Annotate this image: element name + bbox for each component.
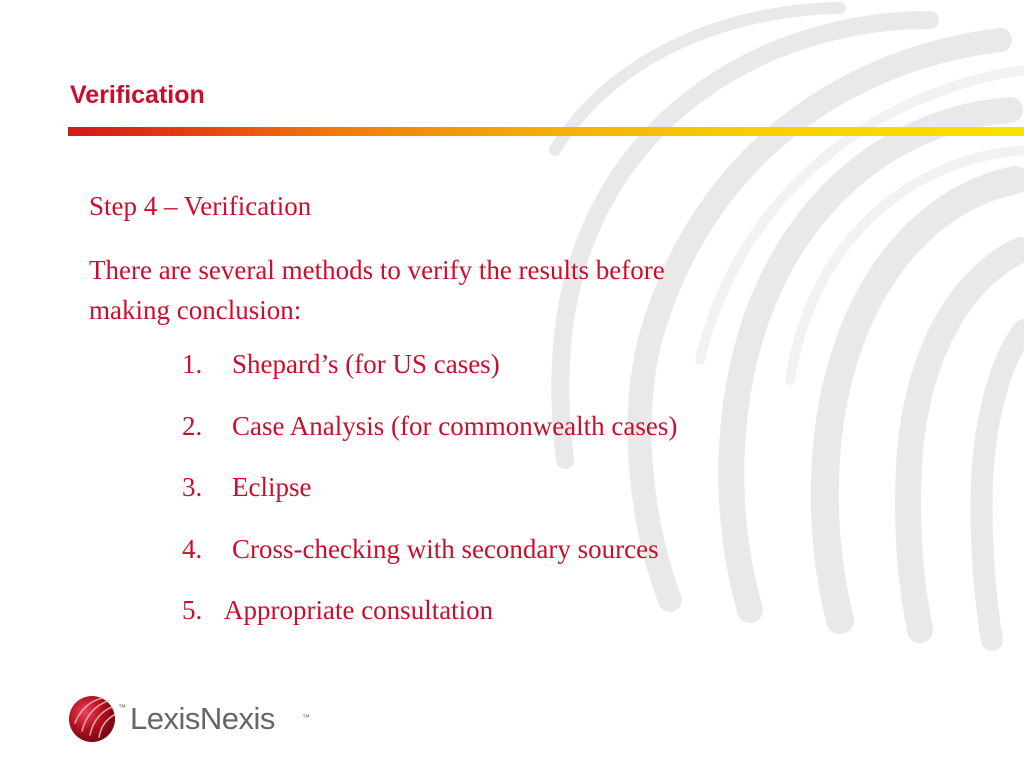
step-heading: Step 4 – Verification — [89, 191, 312, 221]
list-item — [182, 344, 677, 406]
list-item-number: 5. — [182, 595, 203, 625]
list-item — [182, 467, 677, 529]
intro-paragraph: There are several methods to verify the results before making conclusion: — [89, 255, 665, 325]
list-item-number: 3. — [182, 472, 203, 502]
list-item-number: 4. — [182, 533, 203, 564]
logo-wordmark: LexisNexis — [130, 701, 275, 736]
list-item-text: Appropriate consultation — [224, 595, 494, 625]
verification-methods-list — [182, 344, 677, 652]
lexisnexis-logo — [68, 695, 328, 747]
list-item-text: Case Analysis (for commonwealth cases) — [232, 410, 678, 441]
logo-wordmark-trademark: ™ — [302, 713, 310, 722]
list-item — [182, 529, 677, 591]
list-item — [182, 406, 677, 468]
list-item-text: Cross-checking with secondary sources — [232, 533, 659, 564]
list-item — [182, 590, 677, 652]
title-gradient-rule — [68, 127, 1024, 136]
lexisnexis-globe-icon — [68, 695, 116, 743]
logo-mark-trademark: ™ — [118, 703, 126, 712]
list-item-number: 2. — [182, 410, 203, 441]
list-item-text: Shepard’s (for US cases) — [232, 349, 500, 379]
list-item-number: 1. — [182, 349, 203, 379]
list-item-text: Eclipse — [232, 472, 312, 502]
slide-title: Verification — [70, 81, 205, 109]
